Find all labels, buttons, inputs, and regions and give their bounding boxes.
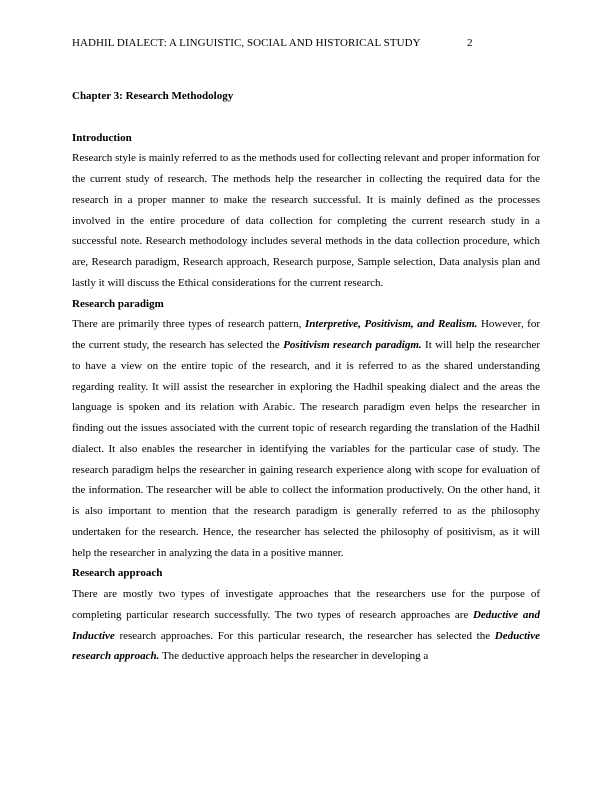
running-head-title: HADHIL DIALECT: A LINGUISTIC, SOCIAL AND HISTORICAL STUDY xyxy=(72,37,421,49)
emphasis-selected-approach: Deductive research approach. xyxy=(72,629,540,663)
emphasis-paradigm-types: Interpretive, Positivism, and Realism. xyxy=(304,318,478,331)
paragraph-introduction: Research style is mainly referred to as the methods used for collecting relevant and proper information for the current study of research. The methods help the researcher in collecting the required data for the research in a proper manner to make the research successful. It is mainly defined as the processes involved in the entire procedure of data collection for completing the current research study in a successful note. Research methodology includes several methods in the data collection procedure, which are, Research paradigm, Research approach, Research purpose, Sample selection, Data analysis plan and lastly it will discuss the Ethical considerations for the current research. xyxy=(72,152,540,289)
paragraph-research-approach xyxy=(72,584,540,667)
page-body xyxy=(72,86,540,667)
paragraph-research-paradigm xyxy=(72,314,540,563)
heading-introduction: Introduction xyxy=(72,131,132,144)
heading-research-paradigm: Research paradigm xyxy=(72,297,164,310)
text-run: However, for the current study, the research has selected the xyxy=(72,318,540,351)
text-run: There are mostly two types of investigate approaches that the researchers use for the purpose of completing particular research successfully. The two types of research approaches are xyxy=(72,588,540,621)
text-run: The deductive approach helps the researcher in developing a xyxy=(159,650,429,663)
emphasis-selected-paradigm: Positivism research paradigm. xyxy=(283,339,422,351)
page-number: 2 xyxy=(467,37,473,49)
chapter-title: Chapter 3: Research Methodology xyxy=(72,90,234,102)
text-run: research approaches. For this particular research, the researcher has selected the xyxy=(114,629,495,642)
emphasis-approach-types: Deductive and Inductive xyxy=(72,608,540,642)
text-run: It will help the researcher to have a view on the entire topic of the research, and it is referred to as the shared understanding regarding reality. It will assist the researcher in exploring the Hadhil speaking dialect and the areas the language is spoken and its relation with Arabic. The research paradigm even helps the researcher in finding out the issues associated with the current topic of research regarding the translation of the Hadhil dialect. It also enables the researcher in identifying the variables for the particular case of study. The research paradigm helps the researcher in gaining research experience along with scope for evaluation of the information. The researcher will be able to collect the information productively. On the other hand, it is also important to mention that the research paradigm is generally referred to as the philosophy undertaken for the research. Hence, the researcher has selected the philosophy of positivism, as it will help the researcher in analyzing the data in a positive manner. xyxy=(72,339,541,559)
text-run: There are primarily three types of research pattern, xyxy=(72,318,305,331)
heading-research-approach: Research approach xyxy=(72,567,163,580)
